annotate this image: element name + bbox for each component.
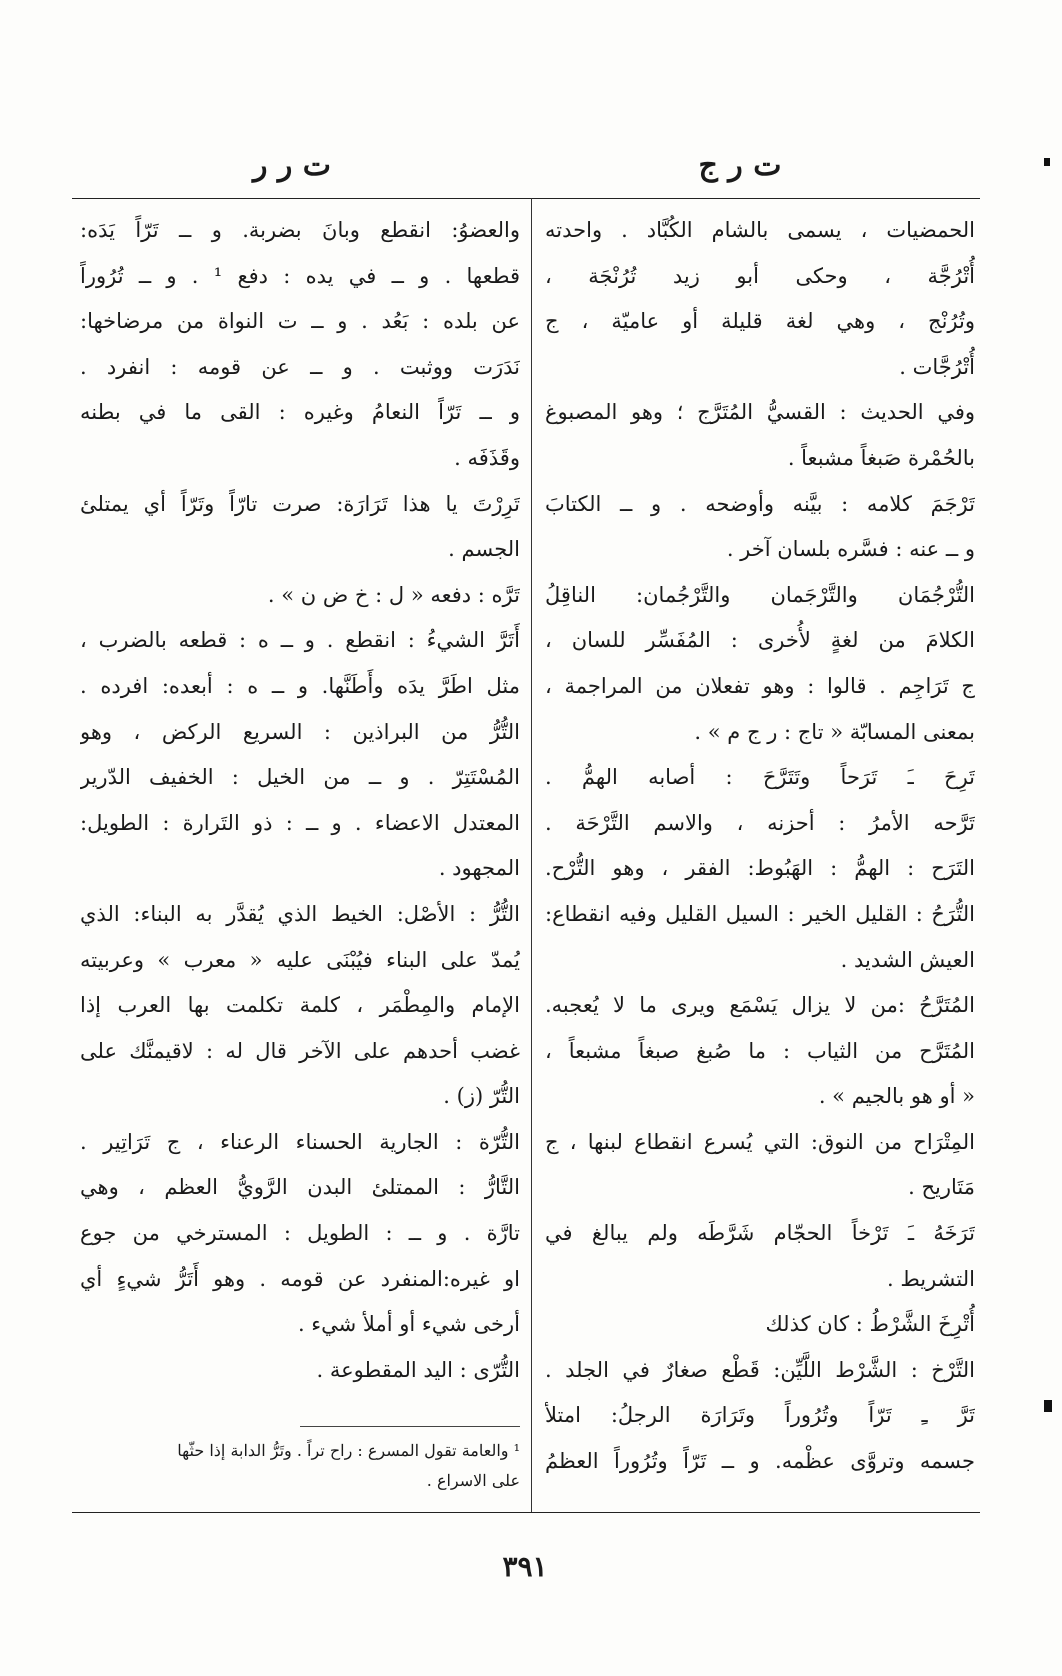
text-line: التَّارُّ : الممتلئ البدن الرَّويُّ العظم ، وهي [80, 1175, 520, 1200]
running-head-left: ت ر ر [252, 148, 332, 183]
right-column [545, 208, 975, 1485]
text-line: على الاسراع . [426, 1471, 520, 1490]
footnote-rule [300, 1426, 520, 1427]
text-line: غضب أحدهم على الآخر قال له : لاقيمنَّك على [80, 1038, 520, 1063]
page-number: ٣٩١ [502, 1550, 548, 1583]
text-line: التُّرّ (ز) . [443, 1084, 520, 1109]
text-line: تَرْجَمَ كلامه : بيَّنه وأوضحه . و ــ الكتابَ [545, 491, 975, 516]
text-line: نَدَرَت ووثبت . و ــ عن قومه : انفرد . [80, 354, 520, 379]
text-line: تَرَّه : دفعه « ل : خ ض ن » . [267, 582, 520, 607]
text-line: الكلامَ من لغةٍ لأُخرى : المُفَسِّر للسان ، [545, 628, 975, 653]
text-line: بمعنى المسابّة « تاج : ر ج م » . [694, 719, 975, 744]
text-line: ¹ والعامة تقول المسرع : راح تراً . وتَرُّ الدابة إذا حثّها [177, 1441, 520, 1460]
text-line: قطعها . و ــ في يده : دفع ¹ . و ــ تُرُوراً [80, 263, 520, 288]
running-head-right: ت ر ج [698, 148, 782, 183]
text-line: مثل اطَرَّ يدَه وأَطَنَّها. و ــ ه : أبعده: افرده . [80, 673, 520, 698]
text-line: او غيره:المنفرد عن قومه . وهو أَتَرُّ شيءٍ أي [80, 1266, 520, 1291]
text-line: التَّرْخ : الشَّرْط اللَّيِّن: قَطْع صغارٌ في الجلد . [545, 1357, 975, 1382]
text-line: الإمام والمِطْمَر ، كلمة تكلمت بها العرب إذا [80, 993, 520, 1018]
text-line: أرخى شيء أو أملأ شيء . [297, 1312, 520, 1337]
text-line: المُتَرَّح من الثياب : ما صُبغ صبغاً مشبعاً ، [545, 1038, 975, 1063]
text-line: تَرِرْتَ يا هذا تَرَارَة: صرت تارّاً وتَرّاً أي يمتلئ [80, 491, 520, 516]
text-line: التشريط . [886, 1266, 975, 1291]
text-line: المجهود . [438, 856, 520, 881]
text-line: أَتَرَّ الشيءُ : انقطع . و ــ ه : قطعه بالضرب ، [80, 628, 520, 653]
text-line: وقَذَفَه . [454, 445, 520, 470]
text-line: العيش الشديد . [840, 947, 975, 972]
column-divider [531, 198, 532, 1512]
footnote [80, 1436, 520, 1496]
text-line: تَرِحَ ـَ تَرَحاً وتَتَرَّحَ : أصابه الهمُّ . [545, 765, 975, 790]
text-line: المِتْرَاح من النوق: التي يُسرع انقطاع لبنها ، ج [545, 1129, 975, 1154]
text-line: التُّرّة : الجارية الحسناء الرعناء ، ج تَرَاتِير . [80, 1129, 520, 1154]
text-line: عن بلده : بَعُد . و ــ ت النواة من مرضاخها: [80, 309, 520, 334]
text-line: أُتْرُجَّة ، وحكى أبو زيد تُرُنْجَة ، [545, 263, 975, 288]
text-line: المُسْتَتِرّ . و ــ من الخيل : الخفيف الدّرير [80, 765, 520, 790]
text-line: المُتَرَّحُ :من لا يزال يَسْمَع ويرى ما لا يُعجبه. [545, 993, 975, 1018]
text-line: الحمضيات ، يسمى بالشام الكُبَّاد . واحدته [545, 218, 975, 242]
text-line: تارَّة . و ــ : الطويل : المسترخي من جوع [80, 1221, 520, 1246]
text-line: المعتدل الاعضاء . و ــ : ذو التَرارة : الطويل: [80, 810, 520, 835]
margin-mark [1044, 1400, 1052, 1412]
text-line: و ــ عنه : فسَّره بلسان آخر . [726, 537, 975, 562]
text-line: جسمه وتروَّى عظْمه. و ــ تَرّاً وتُرُوراً العظمُ [545, 1449, 975, 1474]
text-line: يُمدّ على البناء فيُبْنَى عليه « معرب » وعربيته [80, 947, 520, 972]
text-line: الجسم . [448, 537, 520, 562]
text-line: « أو هو بالجيم » . [818, 1084, 975, 1109]
header-rule [72, 198, 980, 199]
text-line: والعضوُ: انقطع وبانَ بضربة. و ــ تَرّاً يَدَه: [80, 218, 520, 242]
text-line: ج تَرَاجِم . قالوا : وهو تفعلان من المراجمة ، [545, 673, 975, 698]
margin-mark [1044, 158, 1050, 166]
text-line: وفي الحديث : القسيُّ المُتَرَّج ؛ وهو المصبوغ [545, 400, 975, 425]
text-line: أُتْرِخَ الشَّرْطُ : كان كذلك [765, 1312, 975, 1337]
text-line: التُّرَحُ : القليل الخير : السيل القليل وفيه انقطاع: [545, 901, 975, 926]
text-line: أُتْرُجَّات . [899, 354, 975, 379]
text-line: التُّرّى : اليد المقطوعة . [316, 1357, 520, 1382]
text-line: تَرَخَهُ ـَ تَرْخاً الحجّام شَرَّطَه ولم يبالغ في [545, 1221, 975, 1246]
text-line: التُّرُّ من البراذين : السريع الركض ، وهو [80, 719, 520, 744]
text-line: تَرَّحه الأمرُ : أحزنه ، والاسم التَّرْحَة . [545, 810, 975, 835]
text-line: التُّرْجُمَان والتَّرْجَمان والتَّرْجُمان: الناقِلُ [545, 582, 975, 607]
text-line: التَرَح : الهمُّ : الهَبُوط: الفقر ، وهو التُّرْح. [545, 856, 975, 881]
text-line: التُّرُّ : الأصْل: الخيط الذي يُقدَّر به البناء: الذي [80, 901, 520, 926]
text-line: تَرَّ ـِ تَرّاً وتُرُوراً وتَرَارَة الرجلُ: امتلأ [545, 1403, 975, 1428]
footer-rule [72, 1512, 980, 1513]
text-line: و ــ تَرّاً النعامُ وغيره : القى ما في بطنه [80, 400, 520, 425]
text-line: وتُرُنْج ، وهي لغة قليلة أو عاميّة ، ج [545, 309, 975, 334]
text-line: مَتَاريح . [908, 1175, 975, 1200]
left-column [80, 208, 520, 1393]
text-line: بالحُمْرة صَبغاً مشبعاً . [787, 445, 975, 470]
